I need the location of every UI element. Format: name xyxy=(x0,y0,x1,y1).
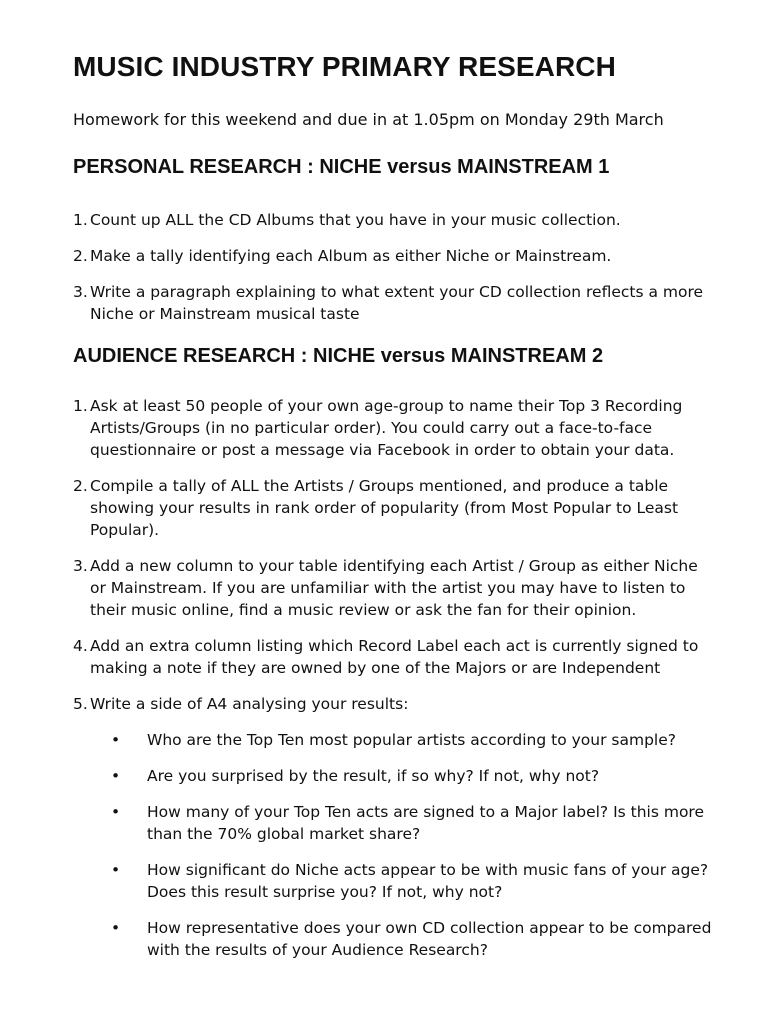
item-text: Write a side of A4 analysing your results: xyxy=(90,695,409,713)
bullet-icon: • xyxy=(111,767,121,785)
list-item xyxy=(73,555,712,621)
list-item xyxy=(73,245,712,267)
item-number: 2. xyxy=(73,477,88,495)
bullet-icon: • xyxy=(111,861,121,879)
bullet-icon: • xyxy=(111,731,121,749)
item-text: Count up ALL the CD Albums that you have in your music collection. xyxy=(90,211,621,229)
bullet-icon: • xyxy=(111,803,121,821)
bullet-item xyxy=(73,859,712,903)
item-number: 1. xyxy=(73,211,88,229)
bullet-item xyxy=(73,917,712,961)
bullet-item xyxy=(73,801,712,845)
item-text: Add an extra column listing which Record Label each act is currently signed to making a note if they are owned by one of the Majors or are Independent xyxy=(90,637,699,677)
list-item xyxy=(73,693,712,715)
item-number: 4. xyxy=(73,637,88,655)
audience-research-heading: AUDIENCE RESEARCH : NICHE versus MAINSTREAM 2 xyxy=(73,345,604,367)
item-text: Ask at least 50 people of your own age-group to name their Top 3 Recording Artists/Groups (in no particular order). You could carry out a face-to-face questionnaire or post a message via Facebook in order to obtain your data. xyxy=(90,397,683,459)
item-text: Write a paragraph explaining to what extent your CD collection reflects a more Niche or Mainstream musical taste xyxy=(90,283,704,323)
page-title: MUSIC INDUSTRY PRIMARY RESEARCH xyxy=(73,51,616,82)
item-number: 1. xyxy=(73,397,88,415)
bullet-text: How significant do Niche acts appear to be with music fans of your age? Does this result surprise you? If not, why not? xyxy=(147,861,709,901)
bullet-text: Are you surprised by the result, if so why? If not, why not? xyxy=(147,767,600,785)
bullet-item xyxy=(73,765,712,787)
bullet-item xyxy=(73,729,712,751)
list-item xyxy=(73,475,712,541)
item-text: Compile a tally of ALL the Artists / Groups mentioned, and produce a table showing your results in rank order of popularity (from Most Popular to Least Popular). xyxy=(90,477,679,539)
bullet-text: Who are the Top Ten most popular artists according to your sample? xyxy=(147,731,676,749)
list-item xyxy=(73,209,712,231)
item-number: 5. xyxy=(73,695,88,713)
audience-research-list xyxy=(73,395,712,715)
bullet-icon: • xyxy=(111,919,121,937)
item-number: 3. xyxy=(73,557,88,575)
list-item xyxy=(73,281,712,325)
bullet-text: How representative does your own CD collection appear to be compared with the results of your Audience Research? xyxy=(147,919,712,959)
bullet-text: How many of your Top Ten acts are signed to a Major label? Is this more than the 70% global market share? xyxy=(147,803,705,843)
analysis-questions-list xyxy=(73,729,712,961)
item-number: 2. xyxy=(73,247,88,265)
list-item xyxy=(73,635,712,679)
item-text: Add a new column to your table identifying each Artist / Group as either Niche or Mainstream. If you are unfamiliar with the artist you may have to listen to their music online, find a music review or ask the fan for their opinion. xyxy=(90,557,698,619)
list-item xyxy=(73,395,712,461)
personal-research-heading: PERSONAL RESEARCH : NICHE versus MAINSTREAM 1 xyxy=(73,156,610,178)
personal-research-list xyxy=(73,209,712,325)
item-text: Make a tally identifying each Album as either Niche or Mainstream. xyxy=(90,247,612,265)
homework-due-note: Homework for this weekend and due in at 1.05pm on Monday 29th March xyxy=(73,110,664,129)
item-number: 3. xyxy=(73,283,88,301)
